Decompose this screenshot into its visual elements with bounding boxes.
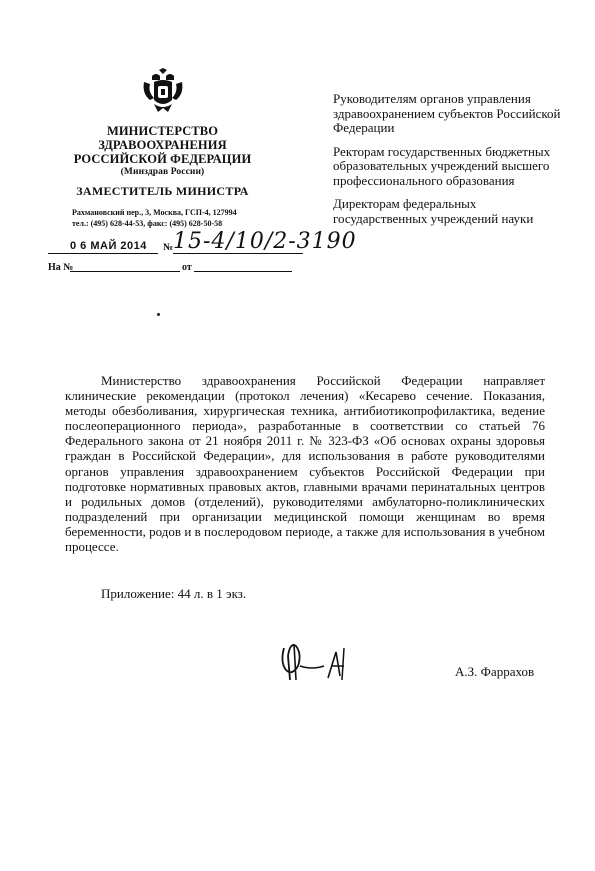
handwritten-signature [278, 640, 358, 686]
ministry-phone: тел.: (495) 628-44-53, факс: (495) 628-50-58 [72, 219, 223, 228]
from-label: от [182, 262, 192, 273]
coat-of-arms-emblem [140, 68, 186, 118]
body-paragraph: Министерство здравоохранения Российской Федерации направляет клинические рекомендации (протокол лечения) «Кесарево сечение. Показания, методы обезболивания, хирургическая техника, антибиотикопрофилактика, ведение послеоперационного периода», разработанные в соответствии со статьей 76 Федерального закона от 21 ноября 2011 г. № 323-ФЗ «Об основах охраны здоровья граждан в Российской Федерации», для использования в работе руководителями органов управления здравоохранением субъектов Российской Федерации при подготовке нормативных правовых актов, главными врачами перинатальных центров и родильных домов (отделений), руководителями амбулаторно-поликлинических подразделений при организации медицинской помощи женщинам во время беременности, родов и в послеродовом периоде, а также для использования в учебном процессе. [65, 373, 545, 555]
letter-date: 0 6 МАЙ 2014 [70, 240, 147, 252]
addressee-2: Ректорам государственных бюджетных образовательных учреждений высшего профессионального образования [333, 143, 551, 188]
letter-body [65, 373, 545, 554]
registration-line [48, 229, 357, 255]
addressee-3: Директорам федеральных государственных учреждений науки [333, 196, 534, 226]
reference-label: На № [48, 262, 74, 273]
ministry-contacts [72, 207, 282, 229]
letter-number: 15-4/10/2-3190 [173, 229, 357, 254]
from-underline [194, 271, 292, 272]
ministry-short-name: (Минздрав России) [120, 167, 205, 177]
ministry-address: Рахмановский пер., 3, Москва, ГСП-4, 127994 [72, 208, 237, 217]
reference-line [48, 262, 268, 276]
date-underline [48, 253, 158, 254]
number-underline [173, 253, 303, 254]
ministry-line-1: МИНИСТЕРСТВО [106, 124, 219, 138]
ministry-line-3: РОССИЙСКОЙ ФЕДЕРАЦИИ [73, 152, 252, 166]
addressee-1: Руководителям органов управления здравоохранением субъектов Российской Федерации [333, 91, 561, 135]
attachment-note: Приложение: 44 л. в 1 экз. [101, 586, 247, 601]
stray-mark [157, 313, 160, 316]
ministry-name [60, 124, 265, 179]
addressees-block [333, 92, 573, 235]
sender-position: ЗАМЕСТИТЕЛЬ МИНИСТРА [76, 184, 249, 198]
signer-name: А.З. Фаррахов [455, 664, 535, 679]
number-label: № [163, 242, 174, 253]
ministry-line-2: ЗДРАВООХРАНЕНИЯ [98, 138, 227, 152]
reference-underline [70, 271, 180, 272]
